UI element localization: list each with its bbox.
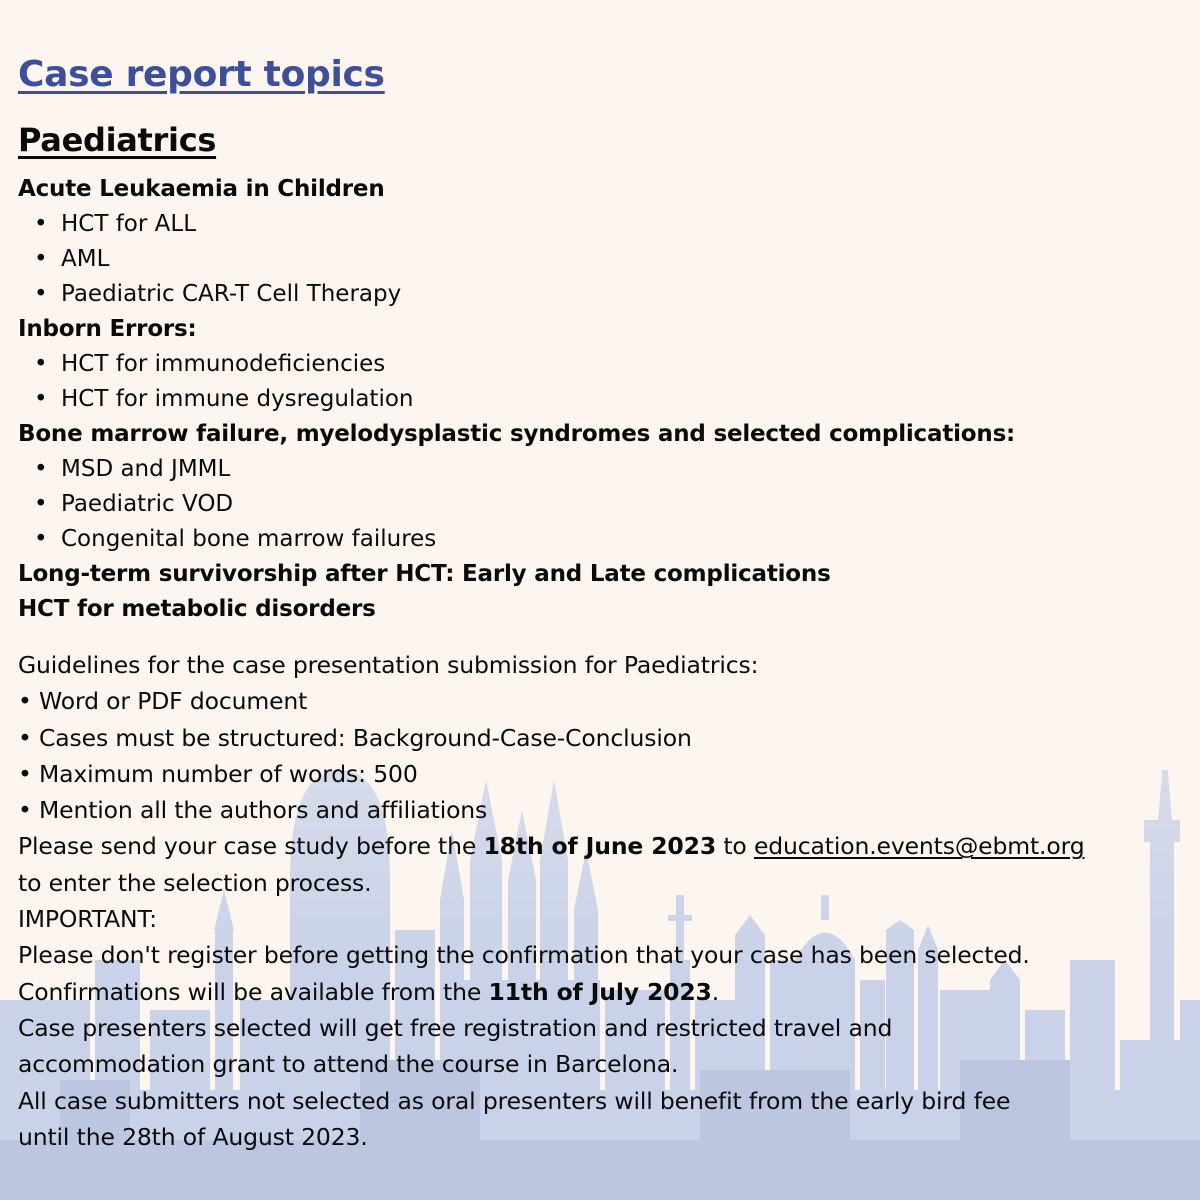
guidelines-intro: Guidelines for the case presentation submission for Paediatrics:	[18, 651, 759, 679]
topic-group	[18, 312, 1188, 417]
confirmation-note	[18, 974, 1188, 1010]
topic-item: • Paediatric VOD	[18, 487, 1188, 522]
topic-category: Acute Leukaemia in Children	[18, 176, 385, 202]
confirm-prefix: Confirmations will be available from the	[18, 977, 489, 1006]
presenters-note-line: accommodation grant to attend the course in Barcelona.	[18, 1050, 679, 1079]
submitters-note-line: All case submitters not selected as oral presenters will benefit from the early bird fee	[18, 1086, 1011, 1115]
topic-category: Long-term survivorship after HCT: Early and Late complications	[18, 561, 831, 587]
section-title: Paediatrics	[18, 121, 217, 159]
topic-item: • MSD and JMML	[18, 452, 1188, 487]
topic-item: • AML	[18, 242, 1188, 277]
send-to: to	[716, 832, 754, 861]
topic-category: Bone marrow failure, myelodysplastic syndromes and selected complications:	[18, 421, 1016, 447]
guideline-bullet: • Mention all the authors and affiliations	[18, 796, 488, 825]
guideline-bullet: • Word or PDF document	[18, 687, 308, 716]
dont-register-note: Please don't register before getting the confirmation that your case has been selected.	[18, 941, 1030, 970]
topic-item: • HCT for immunodeficiencies	[18, 347, 1188, 382]
content	[18, 52, 1188, 1155]
topic-group	[18, 417, 1188, 557]
submitters-note-line: until the 28th of August 2023.	[18, 1122, 368, 1151]
topic-item: • Paediatric CAR-T Cell Therapy	[18, 277, 1188, 312]
topic-group	[18, 172, 1188, 312]
guideline-bullet: • Maximum number of words: 500	[18, 759, 418, 788]
important-label: IMPORTANT:	[18, 905, 157, 934]
presenters-note-line: Case presenters selected will get free registration and restricted travel and	[18, 1013, 893, 1042]
topic-item: • HCT for immune dysregulation	[18, 382, 1188, 417]
send-suffix: to enter the selection process.	[18, 868, 372, 897]
guidelines	[18, 647, 1188, 1155]
email-link[interactable]: education.events@ebmt.org	[753, 832, 1085, 861]
page-title: Case report topics	[18, 54, 385, 95]
topics-list	[18, 172, 1188, 627]
topic-item: • Congenital bone marrow failures	[18, 522, 1188, 557]
topic-item: • HCT for ALL	[18, 207, 1188, 242]
send-prefix: Please send your case study before the	[18, 832, 484, 861]
send-instructions	[18, 828, 1188, 864]
guideline-bullet: • Cases must be structured: Background-Case-Conclusion	[18, 723, 692, 752]
topic-category: HCT for metabolic disorders	[18, 596, 376, 622]
topic-category: Inborn Errors:	[18, 316, 197, 342]
submission-deadline: 18th of June 2023	[483, 832, 717, 861]
confirm-suffix: .	[711, 977, 720, 1006]
confirmation-date: 11th of July 2023	[488, 977, 712, 1006]
